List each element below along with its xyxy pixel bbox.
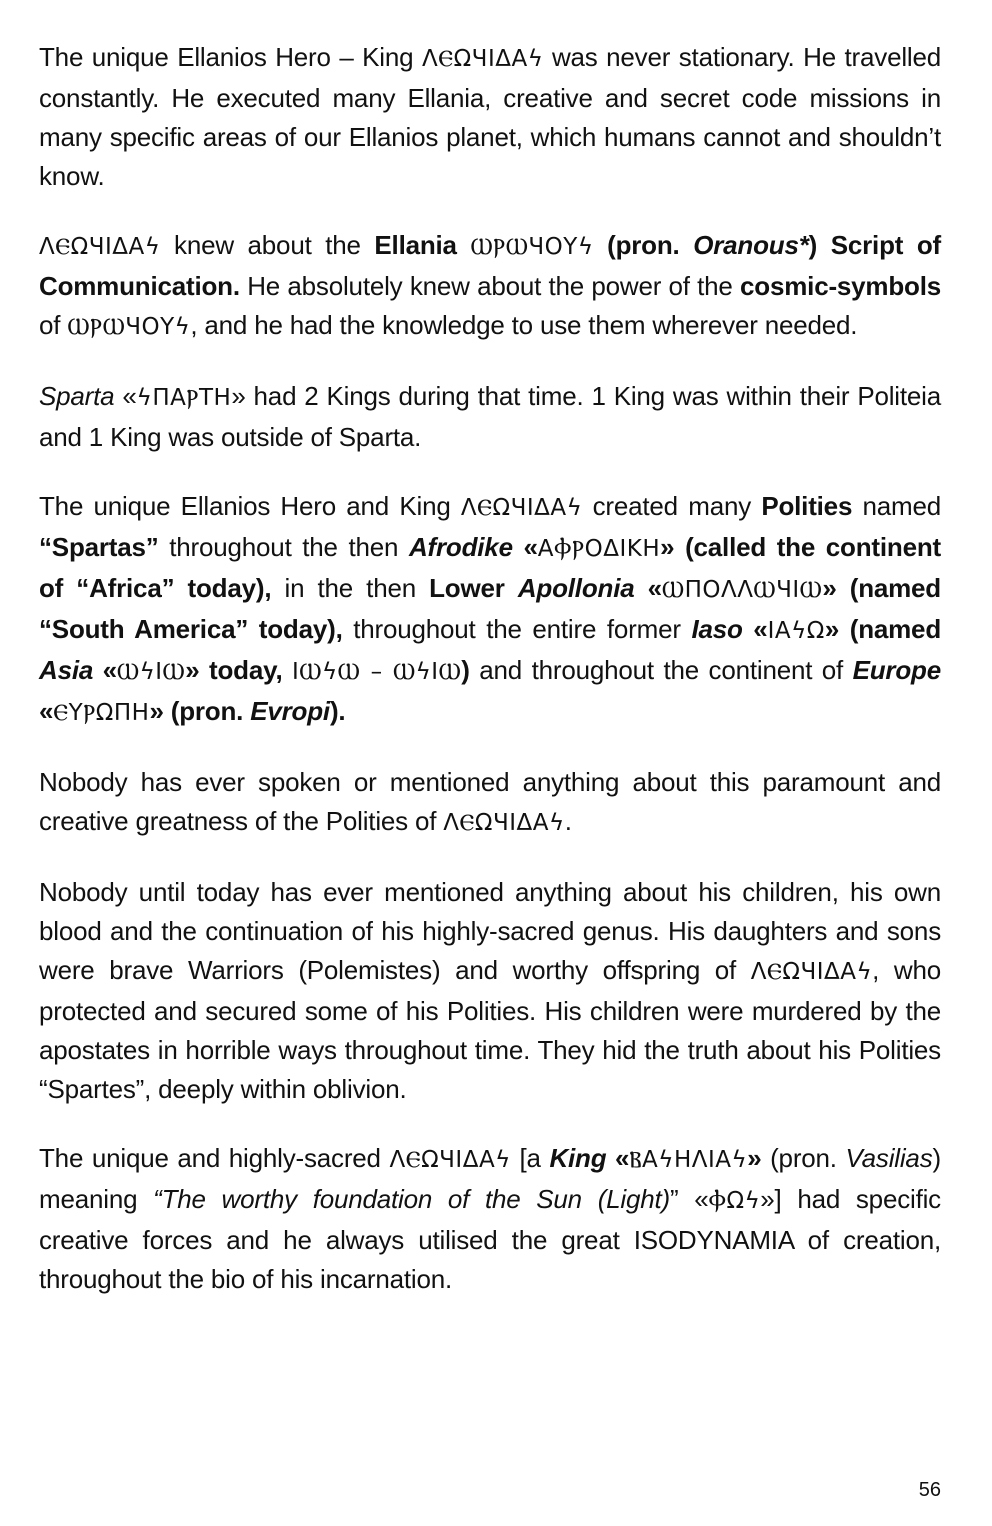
text-run: Asia bbox=[39, 655, 94, 685]
text-run: (pron. bbox=[593, 230, 694, 260]
text-run: throughout the then bbox=[158, 532, 409, 562]
text-run: » (named bbox=[824, 614, 942, 644]
text-run: Apollonia bbox=[517, 573, 635, 603]
text-run: [a bbox=[510, 1143, 550, 1173]
text-run: Europe bbox=[852, 655, 941, 685]
text-run: , who protected and secured some of his Polities. His children were murdered by the apostates in horrible ways throughout time. They hid the truth about his Polities “Spartes”, deeply within oblivion. bbox=[39, 955, 941, 1104]
text-run: cosmic-symbols bbox=[740, 271, 941, 301]
text-run: ). bbox=[329, 696, 346, 726]
ancient-script-text: ΛⲈΩЧΙΔΑϟ bbox=[389, 1147, 511, 1173]
text-run: Vasilias bbox=[845, 1143, 933, 1173]
text-run: Lower bbox=[429, 573, 518, 603]
ancient-script-text: ⲰⲢⲰЧΟΥϟ bbox=[67, 314, 191, 340]
paragraph-5 bbox=[39, 763, 941, 843]
ancient-script-text: ⲂΑϟΗΛΙΑϟ bbox=[629, 1147, 748, 1173]
text-run: Oranous* bbox=[693, 230, 809, 260]
text-run: throughout the entire former bbox=[342, 614, 692, 644]
document-body bbox=[39, 38, 941, 1329]
ancient-script-text: ϟΠΑⲢΤΗ bbox=[136, 385, 232, 411]
paragraph-3 bbox=[39, 377, 941, 457]
text-run: « bbox=[634, 573, 662, 603]
text-run: (pron. bbox=[761, 1143, 846, 1173]
text-run: created many bbox=[582, 491, 762, 521]
ancient-script-text: ⲰⲢⲰЧΟΥϟ bbox=[470, 234, 594, 260]
page-number: 56 bbox=[918, 1479, 941, 1501]
text-run: » had 2 Kings during that time. 1 King was within their Politeia and 1 King was outside of Sparta. bbox=[39, 381, 942, 452]
ancient-script-text: ⲰϟΙⲰ bbox=[116, 659, 186, 685]
text-run: ) bbox=[461, 655, 470, 685]
ancient-script-text: ⲪΩϟ bbox=[708, 1188, 761, 1214]
text-run: in the then bbox=[271, 573, 430, 603]
text-run: Afrodike bbox=[408, 532, 513, 562]
text-run: » (named “South America” today), bbox=[39, 573, 941, 644]
text-run: ” « bbox=[670, 1184, 709, 1214]
ancient-script-text: ΛⲈΩЧΙΔΑϟ bbox=[460, 495, 583, 521]
text-run: ) meaning bbox=[39, 1143, 941, 1214]
ancient-script-text: ΙΑϟΩ bbox=[767, 618, 825, 644]
text-run: « bbox=[742, 614, 768, 644]
text-run: of bbox=[39, 310, 68, 340]
text-run: » (called the continent of “Africa” today), bbox=[39, 532, 941, 603]
text-run: “The worthy foundation of the Sun (Light) bbox=[153, 1184, 670, 1214]
text-run: Ellania bbox=[374, 230, 471, 260]
text-run: and throughout the continent of bbox=[469, 655, 853, 685]
text-run: . bbox=[564, 806, 572, 836]
text-run: Sparta bbox=[39, 381, 115, 411]
paragraph-1 bbox=[39, 38, 941, 196]
text-run: Nobody until today has ever mentioned anything about his children, his own blood and the continuation of his highly-sacred genus. His daughters and sons were brave Warriors (Polemistes) and worthy offspring of bbox=[39, 877, 941, 985]
ancient-script-text: ΛⲈΩЧΙΔΑϟ bbox=[750, 959, 873, 985]
text-run: “Spartas” bbox=[39, 532, 159, 562]
text-run: « bbox=[512, 532, 538, 562]
ancient-script-text: ⲰΠΟΛΛⲰЧΙⲰ bbox=[661, 577, 823, 603]
paragraph-4 bbox=[39, 487, 941, 733]
ancient-script-text: ΛⲈΩЧΙΔΑϟ bbox=[39, 234, 161, 260]
text-run: » bbox=[747, 1143, 762, 1173]
text-run: knew about the bbox=[160, 230, 375, 260]
text-run: »] had specific creative forces and he always utilised the great ISODYNAMIA of creation, throughout the bio of his incarnation. bbox=[39, 1184, 941, 1294]
text-run: Evropi bbox=[250, 696, 330, 726]
text-run: King bbox=[549, 1143, 607, 1173]
paragraph-2 bbox=[39, 226, 941, 347]
text-run: « bbox=[606, 1143, 630, 1173]
text-run: named bbox=[852, 491, 942, 521]
text-run: Iaso bbox=[691, 614, 743, 644]
text-run: The unique Ellanios Hero – King bbox=[39, 42, 422, 72]
paragraph-7 bbox=[39, 1139, 941, 1299]
ancient-script-text: ΛⲈΩЧΙΔΑϟ bbox=[443, 810, 565, 836]
text-run: » today, bbox=[185, 655, 293, 685]
paragraph-6 bbox=[39, 873, 941, 1109]
ancient-script-text: ⲈΥⲢΩΠΗ bbox=[53, 700, 150, 726]
text-run: ) Script of Communication. bbox=[39, 230, 941, 301]
text-run: was never stationary. He travelled constantly. He executed many Ellania, creative and secret code missions in many specific areas of our Ellanios planet, which humans cannot and shouldn’t know. bbox=[39, 42, 942, 191]
text-run: « bbox=[39, 696, 54, 726]
text-run: » (pron. bbox=[149, 696, 251, 726]
ancient-script-text: ΛⲈΩЧΙΔΑϟ bbox=[421, 46, 544, 72]
ancient-script-text: ΑⲪⲢΟΔΙΚΗ bbox=[537, 536, 661, 562]
text-run: « bbox=[114, 381, 137, 411]
text-run: The unique Ellanios Hero and King bbox=[39, 491, 461, 521]
text-run: « bbox=[93, 655, 117, 685]
text-run: He absolutely knew about the power of the bbox=[239, 271, 741, 301]
text-run: Nobody has ever spoken or mentioned anything about this paramount and creative greatness of the Polities of bbox=[39, 767, 941, 836]
text-run: , and he had the knowledge to use them wherever needed. bbox=[190, 310, 858, 340]
text-run: The unique and highly-sacred bbox=[39, 1143, 390, 1173]
ancient-script-text: ΙⲰϟⲰ – ⲰϟΙⲰ bbox=[292, 659, 462, 685]
text-run: Polities bbox=[761, 491, 853, 521]
